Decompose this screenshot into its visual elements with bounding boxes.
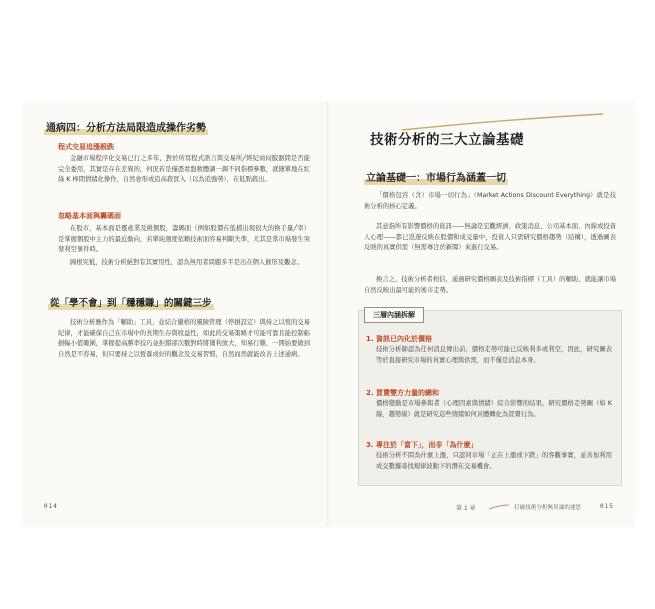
list-item-body: 技術分析師認為任何消息傳出前，價格走勢可能已反映利多或利空，因此，研究圖表等於直接研究市場的真實心理與供需，而不僅是消息本身。 [376,346,612,364]
paragraph: 換言之，技術分析者相信，通過研究價格圖表及技術指標（工具）的輔助，就能讓市場自然反映出最可能的後市走勢。 [364,276,616,294]
paragraph: 其意指所有影響價格的資訊——無論是宏觀經濟、政策消息、公司基本面、內線或投資人心理——都已迅速反映在股價和成交量中，投資人只需研究價格趨勢（結構），透過圖表反映的真實供需（無需專注於新聞）來進行交易。 [364,223,616,252]
panel-tab: 三層內涵拆解 [364,307,424,323]
running-footer-title: 打破技術分析無用論的迷思 [514,505,582,511]
subsection-title: 程式交易追漲殺跌 [58,143,114,151]
list-item-title: 2. 買賣雙方力量的總和 [366,389,439,397]
section-title: 從「學不會」到「穩穩賺」的關鍵三步 [50,298,212,309]
page-number: 014 [44,503,58,510]
section-title: 立論基礎一：市場行為涵蓋一切 [366,173,506,184]
paragraph: 在股市，基本面是靈產業及挑個股，籌碼面（例如股價在低檔出現很大的換手量╱率）是掌握個股中主力的最近動向，若單純週度依賴技術面容易判斷失準，尤其是當市場發生突發利空事件時。 [58,225,310,254]
paragraph: 歸根究柢，技術分析絕對有其實用性，認為無用者問題多半是出在個人催形及觀念。 [70,259,303,266]
list-item-body: 價格變動是市場參與者（心理因素與情緒）綜合影響的結果，研究價格走勢圖（如 K 線、趨勢線）就是研究這些情緒如何具體轉化為買賣行為。 [376,400,612,418]
section-title: 通病四：分析方法局限造成操作劣勢 [46,123,206,134]
list-item-title: 1. 資訊已內化於價格 [366,335,432,343]
book-spine [327,102,329,526]
page-number: 015 [600,503,614,510]
paragraph: 「價格包容（含）市場一切行為」（Market Actions Discount Everything）就是技術分析的核心定義。 [364,192,616,210]
list-item-title: 3. 專注於「當下」，而非「為什麼」 [366,441,478,449]
running-footer-chapter: 第 1 章 [456,505,476,512]
footer-divider [488,504,510,510]
chapter-title: 技術分析的三大立論基礎 [370,132,524,148]
subsection-title: 忽略基本面與籌碼面 [58,212,121,220]
paragraph: 金融市場程序化交易已行之多年，對於所寫程式語言與交易所╱經紀商伺服器間是否能完全委用，其實是存在差異的，何況若是僅憑看盤軟體調一調不同指標參數，就簡單地在紅綠 K 棒間情緒化操作，自然會形成追高殺買入（以為追強勢），在低點殺出。 [58,155,310,184]
paragraph: 技術分析應作為「輔助」工具，並結合嚴格的風險管理（停損設定）與持之以恆的交易紀律，才能確保自己在市場中的長期生存與收益性，如此的交易策略才可能可靠且能控制虧損幅小值範圍，掌握提高勝率技巧並拒錯卻次數對時將獲利放大，知易行難，一開始要做到自然是不容易，但只要持之以恆養成好的觀念及交易習慣，自然而然就能改善上述通病。 [58,319,310,358]
list-item-body: 技術分析不問為什麼上漲，只認同市場「正在上漲或下跌」的客觀事實，並善加利用成交數據尋找規律波動下的潛在交易機會。 [376,452,612,470]
